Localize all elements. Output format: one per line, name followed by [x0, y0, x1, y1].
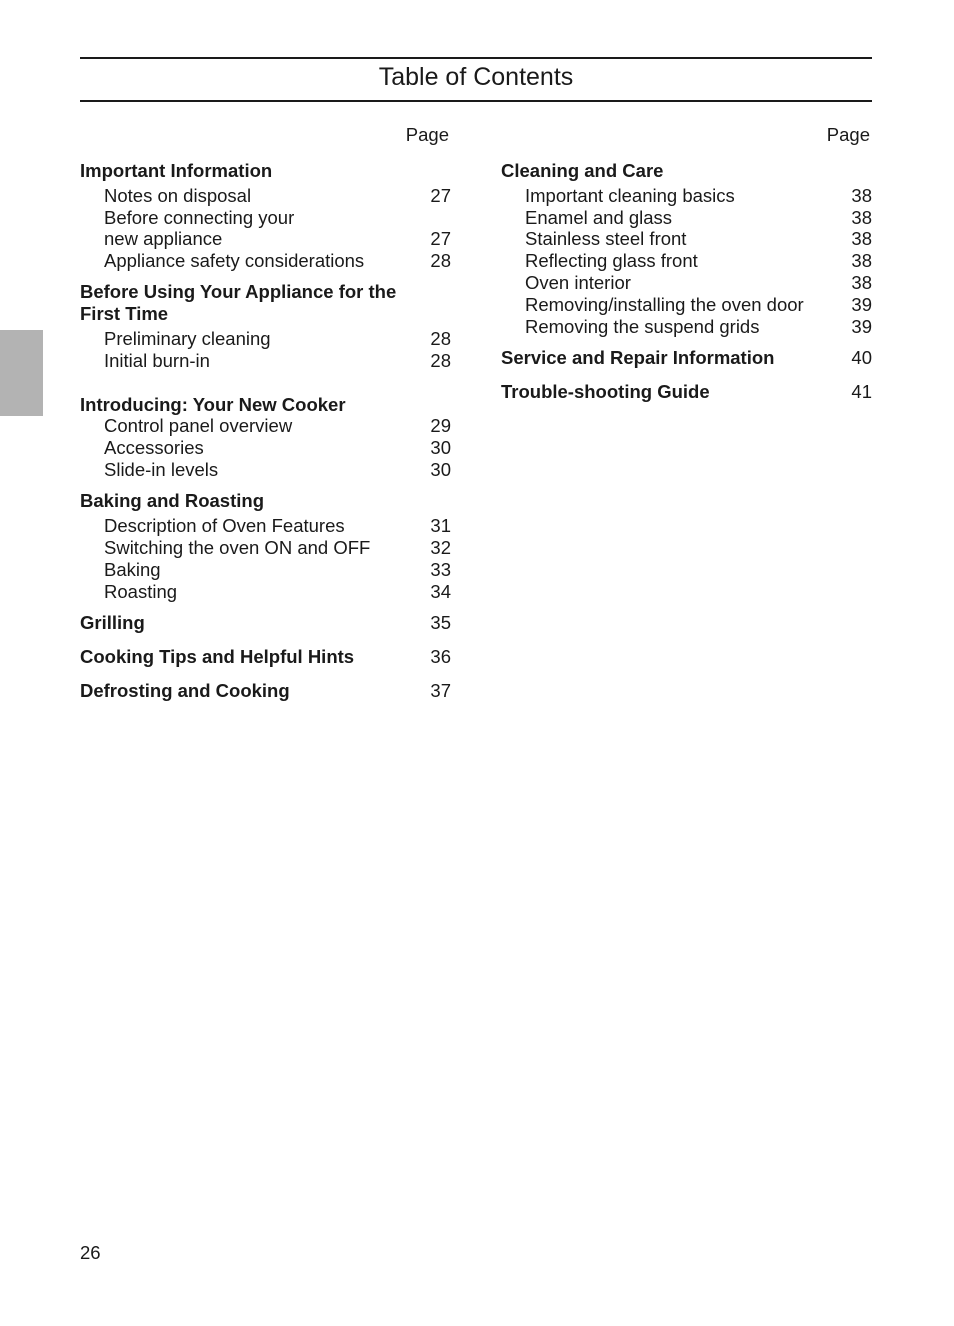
page-title: Table of Contents: [378, 63, 574, 91]
toc-entry-before-connecting[interactable]: Before connecting your: [104, 207, 295, 228]
title-rule: [80, 100, 872, 102]
toc-page-number: 37: [430, 680, 451, 701]
toc-entry-important-cleaning[interactable]: Important cleaning basics: [525, 185, 735, 206]
toc-heading-cleaning-care[interactable]: Cleaning and Care: [501, 160, 664, 181]
toc-entry-safety[interactable]: Appliance safety considerations: [104, 250, 365, 271]
toc-heading-before-using[interactable]: Before Using Your Appliance for the: [80, 281, 397, 302]
toc-entry-control-panel[interactable]: Control panel overview: [104, 415, 293, 436]
toc-entry-before-connecting-cont[interactable]: new appliance: [104, 228, 223, 249]
top-rule: [80, 57, 872, 59]
toc-entry-enamel-glass[interactable]: Enamel and glass: [525, 207, 673, 228]
toc-heading-trouble-shooting[interactable]: Trouble-shooting Guide: [501, 381, 710, 402]
toc-page-number: 30: [430, 437, 451, 458]
toc-entry-initial-burn-in[interactable]: Initial burn-in: [104, 350, 210, 371]
toc-heading-important-information[interactable]: Important Information: [80, 160, 273, 181]
toc-page-number: 40: [851, 347, 872, 368]
section-edge-tab: [0, 330, 43, 416]
toc-heading-cooking-tips[interactable]: Cooking Tips and Helpful Hints: [80, 646, 355, 667]
toc-entry-oven-interior[interactable]: Oven interior: [525, 272, 631, 293]
toc-heading-before-using-cont[interactable]: First Time: [80, 303, 169, 324]
toc-page-number: 27: [430, 228, 451, 249]
toc-page-number: 38: [851, 207, 872, 228]
toc-page-number: 28: [430, 350, 451, 371]
toc-entry-baking[interactable]: Baking: [104, 559, 161, 580]
toc-page-number: 28: [430, 250, 451, 271]
toc-page-number: 39: [851, 294, 872, 315]
toc-entry-oven-door[interactable]: Removing/installing the oven door: [525, 294, 804, 315]
toc-page-number: 35: [430, 612, 451, 633]
toc-page-number: 41: [851, 381, 872, 402]
page-number: 26: [80, 1242, 101, 1263]
toc-heading-service[interactable]: Service and Repair Information: [501, 347, 775, 368]
toc-entry-description-oven[interactable]: Description of Oven Features: [104, 515, 345, 536]
toc-heading-defrosting[interactable]: Defrosting and Cooking: [80, 680, 290, 701]
toc-page-number: 33: [430, 559, 451, 580]
toc-entry-notes-on-disposal[interactable]: Notes on disposal: [104, 185, 252, 206]
toc-entry-accessories[interactable]: Accessories: [104, 437, 204, 458]
toc-heading-introducing[interactable]: Introducing: Your New Cooker: [80, 394, 346, 415]
toc-entry-stainless-steel[interactable]: Stainless steel front: [525, 228, 687, 249]
toc-page-number: 30: [430, 459, 451, 480]
toc-heading-grilling[interactable]: Grilling: [80, 612, 145, 633]
toc-page-number: 27: [430, 185, 451, 206]
toc-entry-switching-oven[interactable]: Switching the oven ON and OFF: [104, 537, 371, 558]
right-page-label: Page: [826, 124, 870, 145]
toc-page-number: 39: [851, 316, 872, 337]
toc-entry-preliminary-cleaning[interactable]: Preliminary cleaning: [104, 328, 271, 349]
toc-page-number: 38: [851, 250, 872, 271]
toc-entry-reflecting-glass[interactable]: Reflecting glass front: [525, 250, 698, 271]
toc-page-number: 31: [430, 515, 451, 536]
toc-page-number: 28: [430, 328, 451, 349]
toc-heading-baking-roasting[interactable]: Baking and Roasting: [80, 490, 264, 511]
toc-page-number: 32: [430, 537, 451, 558]
toc-page-number: 29: [430, 415, 451, 436]
toc-page-number: 38: [851, 272, 872, 293]
left-page-label: Page: [405, 124, 449, 145]
toc-entry-suspend-grids[interactable]: Removing the suspend grids: [525, 316, 760, 337]
toc-entry-roasting[interactable]: Roasting: [104, 581, 178, 602]
toc-page-number: 38: [851, 185, 872, 206]
toc-page-number: 36: [430, 646, 451, 667]
toc-page-number: 34: [430, 581, 451, 602]
toc-page-number: 38: [851, 228, 872, 249]
toc-entry-slide-in-levels[interactable]: Slide-in levels: [104, 459, 219, 480]
